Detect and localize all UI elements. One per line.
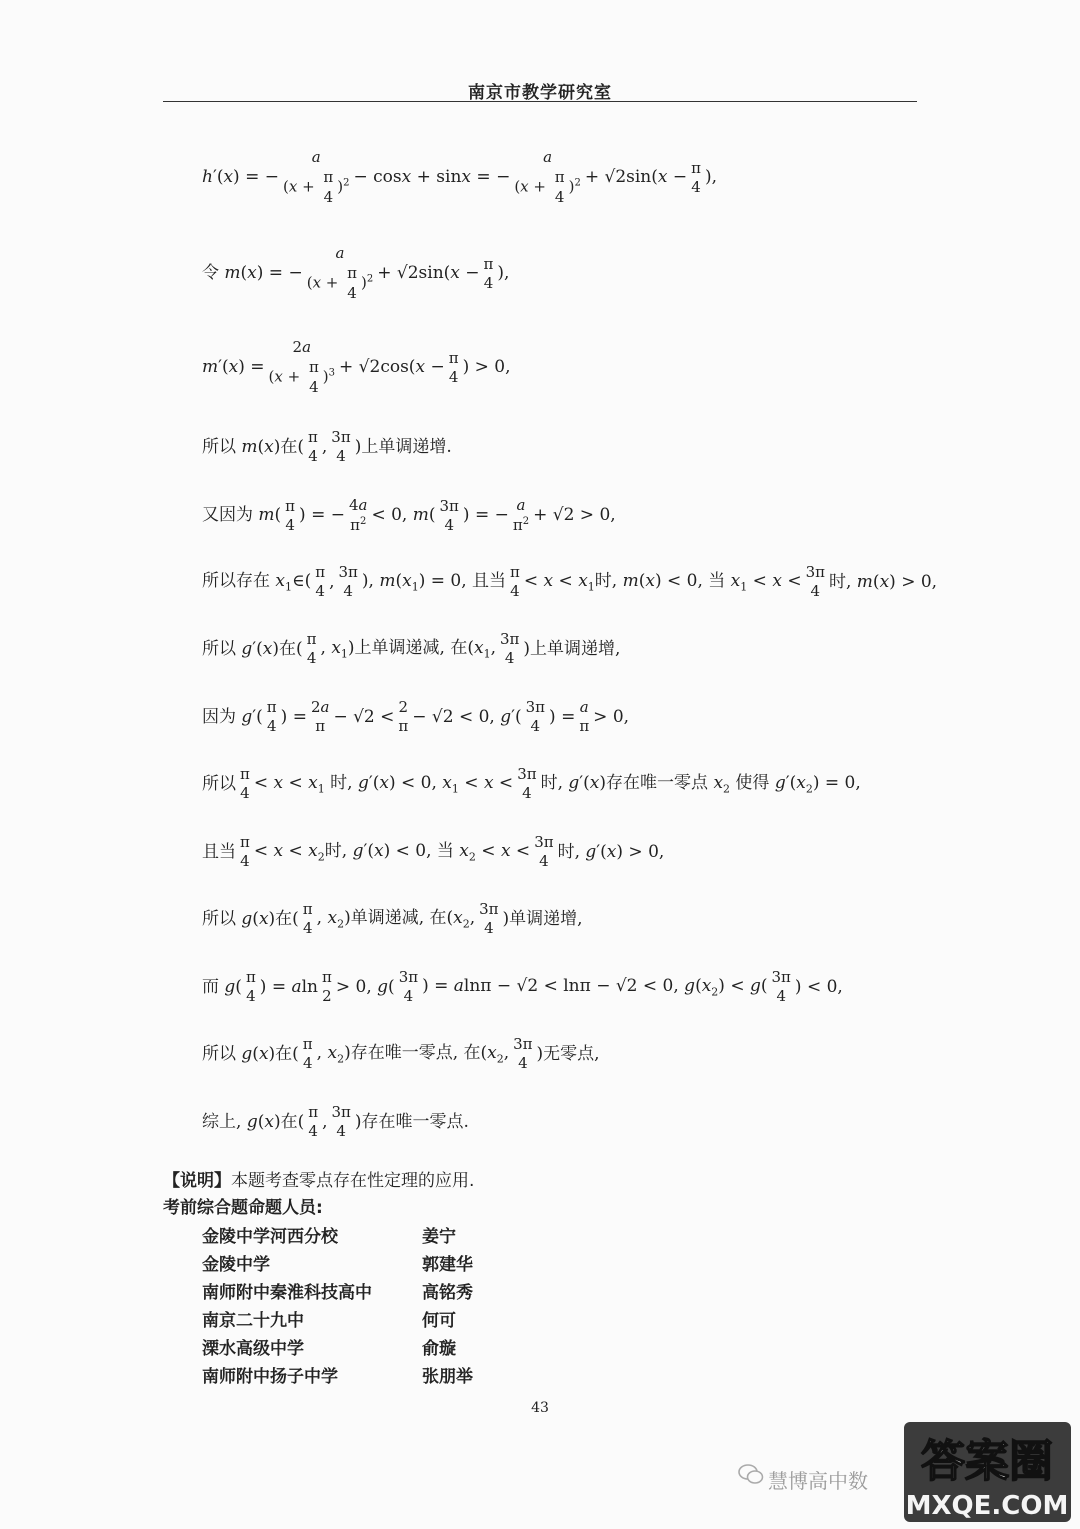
- staff-name: 姜宁: [422, 1227, 456, 1247]
- staff-school: 金陵中学河西分校: [202, 1227, 338, 1247]
- staff-name: 郭建华: [422, 1255, 473, 1275]
- staff-row: [202, 1278, 473, 1303]
- staff-name: 俞璇: [422, 1339, 456, 1359]
- staff-name: 高铭秀: [422, 1283, 473, 1303]
- staff-row: [202, 1334, 456, 1359]
- logo-main-text: 答案圈: [921, 1436, 1053, 1487]
- statement-g-prime-monotone: 所以 g′(x)在( π 4 , $x_1$)上单调递减, 在($x_1$, 3π 4 )上单调递增,: [202, 630, 621, 668]
- staff-name: 张朋举: [422, 1367, 473, 1387]
- wechat-icon: [738, 1463, 764, 1485]
- staff-row: [202, 1306, 456, 1331]
- staff-row: [202, 1250, 473, 1275]
- staff-school: 溧水高级中学: [202, 1339, 304, 1359]
- staff-name: 何可: [422, 1311, 456, 1331]
- statement-g-monotone: 所以 g(x)在( π 4 , $x_2$)单调递减, 在($x_2$, 3π 4 )单调递增,: [202, 900, 583, 938]
- staff-title: 考前综合题命题人员:: [163, 1198, 323, 1218]
- page-number: 43: [531, 1400, 549, 1416]
- watermark-text: 慧博高中数: [768, 1469, 868, 1493]
- note-text: 本题考查零点存在性定理的应用.: [231, 1171, 475, 1191]
- staff-row: [202, 1362, 473, 1387]
- staff-row: [202, 1222, 456, 1247]
- statement-x2-exists: 所以 π 4 < $x < x_1$ 时, g′(x) < 0, $x_1 < x$ < 3π 4 时, g′(x)存在唯一零点 $x_2$ 使得 $g'(x_2) = 0$,: [202, 765, 861, 803]
- header-divider: [163, 101, 917, 102]
- statement-unique-zero: 所以 g(x)在( π 4 , $x_2$)存在唯一零点, 在($x_2$, 3π 4 )无零点,: [202, 1035, 600, 1073]
- mxqe-logo: [900, 1418, 1075, 1526]
- explanation-note: [163, 1166, 474, 1191]
- page-header-title: 南京市教学研究室: [468, 83, 612, 103]
- statement-m-increasing: 所以 m(x)在( π 4 , 3π 4 )上单调递增.: [202, 428, 452, 466]
- note-label: 【说明】: [163, 1171, 231, 1191]
- statement-g-values: 而 g( π 4 ) = aln π 2 > 0, g( 3π 4 ) = alnπ − √2 < lnπ − √2 < 0, $g(x_2) < g$( 3π 4 ) < 0,: [202, 968, 843, 1006]
- statement-g-prime-values: 因为 g′( π 4 ) = 2a π − √2 < 2 π − √2 < 0, g′( 3π 4 ) = a π > 0,: [202, 698, 630, 736]
- staff-school: 南京二十九中: [202, 1311, 304, 1331]
- formula-h-prime: h′(x) = − a (x + π 4 )$^2$ − cosx + sinx = − a (x + π 4 )$^2$ + √2sin(x − π 4 ),: [202, 148, 718, 206]
- staff-school: 南师附中秦淮科技高中: [202, 1283, 372, 1303]
- staff-school: 南师附中扬子中学: [202, 1367, 338, 1387]
- statement-conclusion: 综上, g(x)在( π 4 , 3π 4 )存在唯一零点.: [202, 1103, 469, 1141]
- logo-url-text: MXQE.COM: [905, 1491, 1069, 1521]
- formula-m: 令 m(x) = − a (x + π 4 )$^2$ + √2sin(x − π 4 ),: [202, 244, 510, 302]
- statement-x1-exists: 所以存在 $x_1\in$( π 4 , 3π 4 ), $m(x_1) = 0$, 且当 π 4 < $x < x_1$时, m(x) < 0, 当 $x_1 < x$ < 3π 4 时, m(x) > 0,: [202, 563, 938, 601]
- statement-g-prime-sign: 且当 π 4 < $x < x_2$时, g′(x) < 0, 当 $x_2 < x$ < 3π 4 时, g′(x) > 0,: [202, 833, 665, 871]
- staff-school: 金陵中学: [202, 1255, 270, 1275]
- formula-m-prime: m′(x) = 2a (x + π 4 )$^3$ + √2cos(x − π 4 ) > 0,: [202, 338, 511, 396]
- statement-m-values: 又因为 m( π 4 ) = − 4a $\pi^2$ < 0, m( 3π 4 ) = − a $\pi^2$ + √2 > 0,: [202, 496, 616, 535]
